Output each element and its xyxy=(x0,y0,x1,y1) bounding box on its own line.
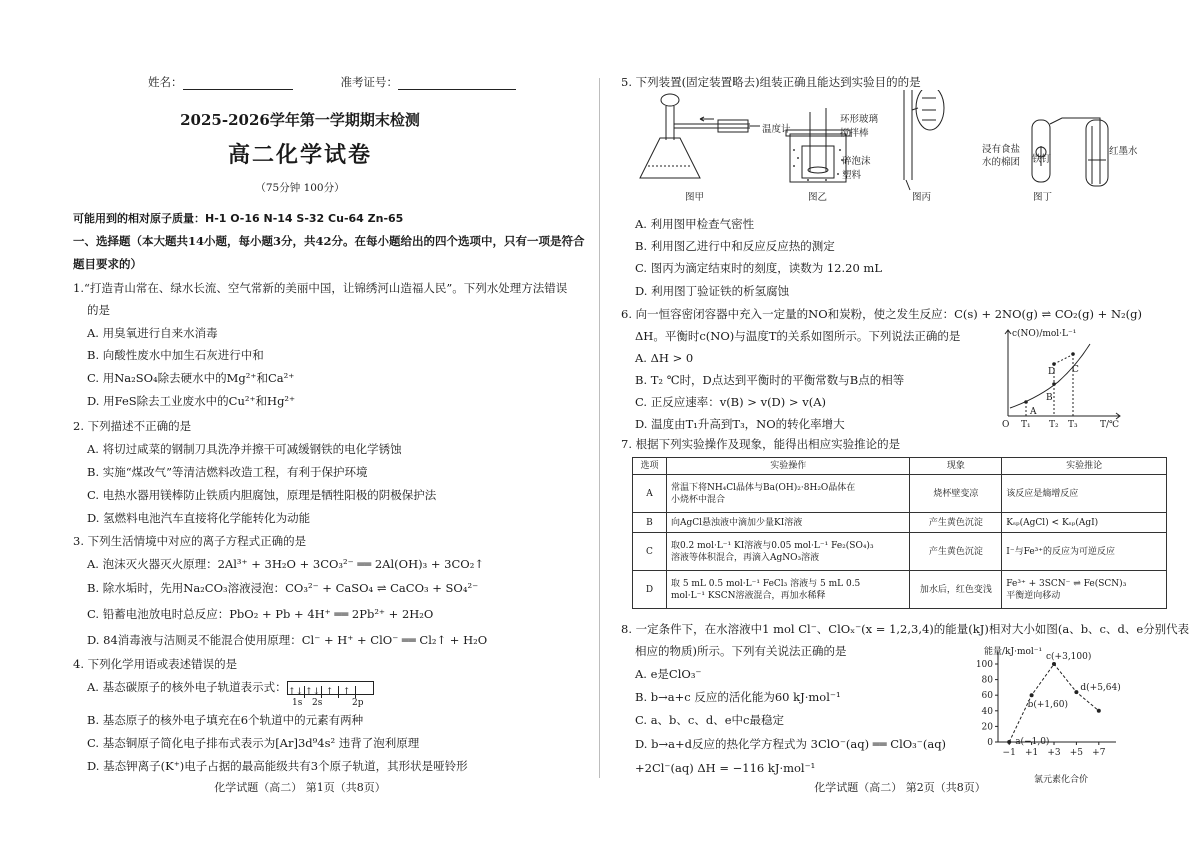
q2-stem: 2. 下列描述不正确的是 xyxy=(73,419,192,433)
q3-option-b: B. 除水垢时，先用Na₂CO₃溶液浸泡：CO₃²⁻ + CaSO₄ ⇌ CaCO₃ + SO₄²⁻ xyxy=(87,581,479,595)
q8-x-tick-label: +7 xyxy=(1092,748,1106,758)
q8-x-tick-label: +5 xyxy=(1069,748,1084,758)
q4-option-a-text: A. 基态碳原子的核外电子轨道表示式： xyxy=(87,680,287,694)
row-phenomenon: 产生黄色沉淀 xyxy=(910,533,1002,571)
row-operation xyxy=(666,475,910,513)
name-blank[interactable] xyxy=(183,78,293,90)
fig-yi-thermometer: 温度计 xyxy=(762,124,791,135)
q8-x-tick-label: −1 xyxy=(1002,748,1016,758)
exam-subject: 高二化学试卷 xyxy=(227,142,372,168)
q8-point-label: d(+5,64) xyxy=(1080,683,1121,694)
q4-option-b: B. 基态原子的核外电子填充在6个轨道中的元素有两种 xyxy=(87,713,364,727)
q2-option-c: C. 电热水器用镁棒防止铁质内胆腐蚀，原理是牺牲阳极的阴极保护法 xyxy=(87,488,437,502)
row-option: C xyxy=(633,533,667,571)
q8-point xyxy=(1030,693,1034,697)
q3-option-d: D. 84消毒液与洁厕灵不能混合使用原理：Cl⁻ + H⁺ + ClO⁻ ══ Cl₂↑ + H₂O xyxy=(87,633,488,647)
fig-ding-label: 图丁 xyxy=(1033,192,1053,203)
q8-option-c: C. a、b、c、d、e中c最稳定 xyxy=(635,713,784,727)
row-inference: 该反应是熵增反应 xyxy=(1002,475,1167,513)
q8-point xyxy=(1074,690,1078,694)
row-option: B xyxy=(633,513,667,533)
row-operation xyxy=(666,571,910,609)
q8-point xyxy=(1052,662,1056,666)
q4-option-a xyxy=(87,679,374,695)
table-row xyxy=(633,475,1167,513)
table-row xyxy=(633,513,1167,533)
fig-yi-label: 图乙 xyxy=(808,192,828,203)
q8-point-label: a(−1,0) xyxy=(1015,737,1050,747)
candidate-info-row xyxy=(148,74,516,90)
row-operation-line: 取0.2 mol·L⁻¹ KI溶液与0.05 mol·L⁻¹ Fe₂(SO₄)₃ xyxy=(670,540,874,551)
q2-option-d: D. 氢燃料电池汽车直接将化学能转化为动能 xyxy=(87,511,311,525)
q6-stem-cont: ΔH。平衡时c(NO)与温度T的关系如图所示。下列说法正确的是 xyxy=(635,329,961,343)
row-phenomenon: 烧杯壁变凉 xyxy=(910,475,1002,513)
q3-option-a: A. 泡沫灭火器灭火原理：2Al³⁺ + 3H₂O + 3CO₃²⁻ ══ 2Al(OH)₃ + 3CO₂↑ xyxy=(87,557,484,571)
table-row xyxy=(633,533,1167,571)
row-phenomenon: 加水后，红色变浅 xyxy=(910,571,1002,609)
page-footer-1: 化学试题（高二） 第1页（共8页） xyxy=(214,781,386,794)
q1-option-c: C. 用Na₂SO₄除去硬水中的Mg²⁺和Ca²⁺ xyxy=(87,371,295,385)
row-operation-line: 取 5 mL 0.5 mol·L⁻¹ FeCl₃ 溶液与 5 mL 0.5 xyxy=(670,578,861,589)
row-operation-line: 溶液等体积混合，再滴入AgNO₃溶液 xyxy=(670,552,820,563)
q8-point xyxy=(1007,740,1011,744)
orbital-label-1s: 1s xyxy=(292,698,303,708)
q5-option-b: B. 利用图乙进行中和反应反应热的测定 xyxy=(635,239,835,253)
q8-stem-cont: 相应的物质)所示。下列有关说法正确的是 xyxy=(635,644,847,658)
q8-xlabel: 氯元素化合价 xyxy=(1034,775,1089,785)
fig-yi-stirrer-2: 搅拌棒 xyxy=(840,128,869,139)
fig-bing-label: 图丙 xyxy=(912,192,932,203)
q6-point-c xyxy=(1071,352,1075,356)
q6-option-a: A. ΔH > 0 xyxy=(635,351,694,365)
table-row xyxy=(633,571,1167,609)
orbital-box: ↑ xyxy=(339,686,356,698)
q8-y-tick-label: 80 xyxy=(981,675,993,686)
q6-tick-t1: T₁ xyxy=(1021,420,1031,430)
q1-stem: 1.“打造青山常在、绿水长流、空气常新的美丽中国，让锦绣河山造福人民”。下列水处理方法错误 xyxy=(73,281,568,295)
q4-option-d: D. 基态钾离子(K⁺)电子占据的最高能级共有3个原子轨道，其形状是哑铃形 xyxy=(87,759,468,773)
exam-duration: （75分钟 100分） xyxy=(255,182,345,194)
q8-option-b: B. b→a+c 反应的活化能为60 kJ·mol⁻¹ xyxy=(635,690,841,704)
q1-stem-cont: 的是 xyxy=(87,303,110,317)
orbital-box: ↑↓ xyxy=(305,687,321,697)
q6-label-b: B xyxy=(1046,393,1053,403)
q7-col-option: 选项 xyxy=(633,458,667,475)
orbital-box xyxy=(356,682,373,694)
id-blank[interactable] xyxy=(398,78,516,90)
q3-stem: 3. 下列生活情境中对应的离子方程式正确的是 xyxy=(73,534,307,548)
row-operation-line: 小烧杯中混合 xyxy=(670,494,725,505)
q8-y-tick-label: 0 xyxy=(987,738,993,748)
orbital-label-2s: 2s xyxy=(312,698,323,708)
q6-xlabel: T/℃ xyxy=(1100,420,1120,430)
q2-option-a: A. 将切过咸菜的钢制刀具洗净并擦干可减缓钢铁的电化学锈蚀 xyxy=(87,442,402,456)
q8-option-a: A. e是ClO₃⁻ xyxy=(635,667,702,681)
section-heading-cont: 题目要求的） xyxy=(73,257,142,271)
q6-label-d: D xyxy=(1048,367,1056,377)
row-option: A xyxy=(633,475,667,513)
q1-option-d: D. 用FeS除去工业废水中的Cu²⁺和Hg²⁺ xyxy=(87,394,296,408)
q3-option-c: C. 铅蓄电池放电时总反应：PbO₂ + Pb + 4H⁺ ══ 2Pb²⁺ + 2H₂O xyxy=(87,607,434,621)
row-operation xyxy=(666,533,910,571)
q6-stem: 6. 向一恒容密闭容器中充入一定量的NO和炭粉，使之发生反应：C(s) + 2NO(g) ⇌ CO₂(g) + N₂(g) xyxy=(621,307,1142,321)
orbital-box: ↑↓ xyxy=(288,687,304,697)
row-phenomenon: 产生黄色沉淀 xyxy=(910,513,1002,533)
fig-ding-nail: 铁钉 xyxy=(1032,154,1052,165)
right-page xyxy=(600,0,1200,853)
q6-tick-t3: T₃ xyxy=(1068,420,1078,430)
q6-label-c: C xyxy=(1072,365,1079,375)
q6-option-b: B. T₂ ℃时，D点达到平衡时的平衡常数与B点的相等 xyxy=(635,373,905,387)
fig-yi-stirrer: 环形玻璃 xyxy=(840,114,879,125)
q8-point-label: b(+1,60) xyxy=(1027,700,1068,711)
q8-point-label: c(+3,100) xyxy=(1046,652,1092,662)
row-inference: Kₛₚ(AgCl) < Kₛₚ(AgI) xyxy=(1002,513,1167,533)
q8-ylabel: 能量/kJ·mol⁻¹ xyxy=(984,647,1043,657)
q6-tick-t2: T₂ xyxy=(1049,420,1059,430)
q8-option-d: D. b→a+d反应的热化学方程式为 3ClO⁻(aq) ══ ClO₃⁻(aq) xyxy=(635,737,947,751)
q8-option-d-cont: +2Cl⁻(aq) ΔH = −116 kJ·mol⁻¹ xyxy=(635,761,816,775)
q5-figures xyxy=(630,90,1160,210)
row-inference-line: 平衡逆向移动 xyxy=(1006,590,1061,601)
q5-option-c: C. 图丙为滴定结束时的刻度，读数为 12.20 mL xyxy=(635,261,882,275)
q7-col-operation: 实验操作 xyxy=(666,458,910,475)
orbital-box: ↑ xyxy=(322,686,339,698)
q8-stem: 8. 一定条件下，在水溶液中1 mol Cl⁻、ClOₓ⁻(x = 1,2,3,4)的能量(kJ)相对大小如图(a、b、c、d、e分别代表 xyxy=(621,622,1190,636)
page-footer-2: 化学试题（高二） 第2页（共8页） xyxy=(814,781,986,794)
q8-y-tick-label: 40 xyxy=(981,706,993,717)
row-operation-line: mol·L⁻¹ KSCN溶液混合，再加水稀释 xyxy=(670,590,826,601)
row-inference-line: Fe³⁺ + 3SCN⁻ ⇌ Fe(SCN)₃ xyxy=(1006,578,1127,589)
q1-option-a: A. 用臭氧进行自来水消毒 xyxy=(87,326,218,340)
q6-option-d: D. 温度由T₁升高到T₃，NO的转化率增大 xyxy=(635,417,845,431)
q5-stem: 5. 下列装置(固定装置略去)组装正确且能达到实验目的的是 xyxy=(621,75,921,89)
q6-point-b xyxy=(1052,382,1056,386)
q8-y-tick-label: 100 xyxy=(975,660,993,670)
q8-point xyxy=(1097,709,1101,713)
q7-col-inference: 实验推论 xyxy=(1002,458,1167,475)
fig-yi-foam: 碎泡沫 xyxy=(842,156,871,167)
row-option: D xyxy=(633,571,667,609)
row-inference: I⁻与Fe³⁺的反应为可逆反应 xyxy=(1002,533,1167,571)
section-heading: 一、选择题（本大题共14小题，每小题3分，共42分。在每小题给出的四个选项中，只有一项是符合 xyxy=(73,234,585,248)
q6-point-a xyxy=(1024,400,1028,404)
fig-ding-cotton: 浸有食盐 xyxy=(982,144,1021,155)
fig-ding-ink: 红墨水 xyxy=(1109,146,1138,157)
q8-x-tick-label: +1 xyxy=(1024,748,1039,758)
row-operation: 向AgCl悬浊液中滴加少量KI溶液 xyxy=(666,513,910,533)
q7-col-phenomenon: 现象 xyxy=(910,458,1002,475)
q6-ylabel: c(NO)/mol·L⁻¹ xyxy=(1012,329,1077,339)
q4-option-c: C. 基态铜原子简化电子排布式表示为[Ar]3d⁹4s² 违背了泡利原理 xyxy=(87,736,420,750)
row-inference xyxy=(1002,571,1167,609)
q6-option-c: C. 正反应速率：v(B) > v(D) > v(A) xyxy=(635,395,826,409)
q7-table xyxy=(632,457,1167,609)
q5-option-a: A. 利用图甲检查气密性 xyxy=(635,217,755,231)
q8-y-tick-label: 20 xyxy=(981,722,993,733)
q6-label-a: A xyxy=(1030,407,1037,417)
exam-title: 2025-2026学年第一学期期末检测 xyxy=(180,111,420,129)
q4-stem: 4. 下列化学用语或表述错误的是 xyxy=(73,657,238,671)
q7-stem: 7. 根据下列实验操作及现象，能得出相应实验推论的是 xyxy=(621,437,901,451)
orbital-diagram xyxy=(287,681,374,695)
fig-jia-label: 图甲 xyxy=(685,192,705,203)
q1-option-b: B. 向酸性废水中加生石灰进行中和 xyxy=(87,348,264,362)
fig-yi-foam-2: 塑料 xyxy=(842,170,862,181)
q6-origin: O xyxy=(1002,420,1010,430)
q2-option-b: B. 实施“煤改气”等清洁燃料改造工程，有利于保护环境 xyxy=(87,465,368,479)
id-label: 准考证号： xyxy=(340,75,398,89)
fig-bing xyxy=(904,90,944,190)
orbital-label-2p: 2p xyxy=(352,698,364,708)
row-operation-line: 常温下将NH₄Cl晶体与Ba(OH)₂·8H₂O晶体在 xyxy=(670,482,856,493)
q7-table-header xyxy=(633,458,1167,475)
q5-option-d: D. 利用图丁验证铁的析氢腐蚀 xyxy=(635,284,790,298)
atomic-mass-note: 可能用到的相对原子质量：H-1 O-16 N-14 S-32 Cu-64 Zn-65 xyxy=(73,212,404,225)
fig-jia xyxy=(640,94,760,178)
q8-y-tick-label: 60 xyxy=(981,691,993,702)
q8-x-tick-label: +3 xyxy=(1047,748,1061,758)
name-label: 姓名： xyxy=(148,75,183,89)
fig-ding-cotton-2: 水的棉团 xyxy=(982,157,1021,168)
